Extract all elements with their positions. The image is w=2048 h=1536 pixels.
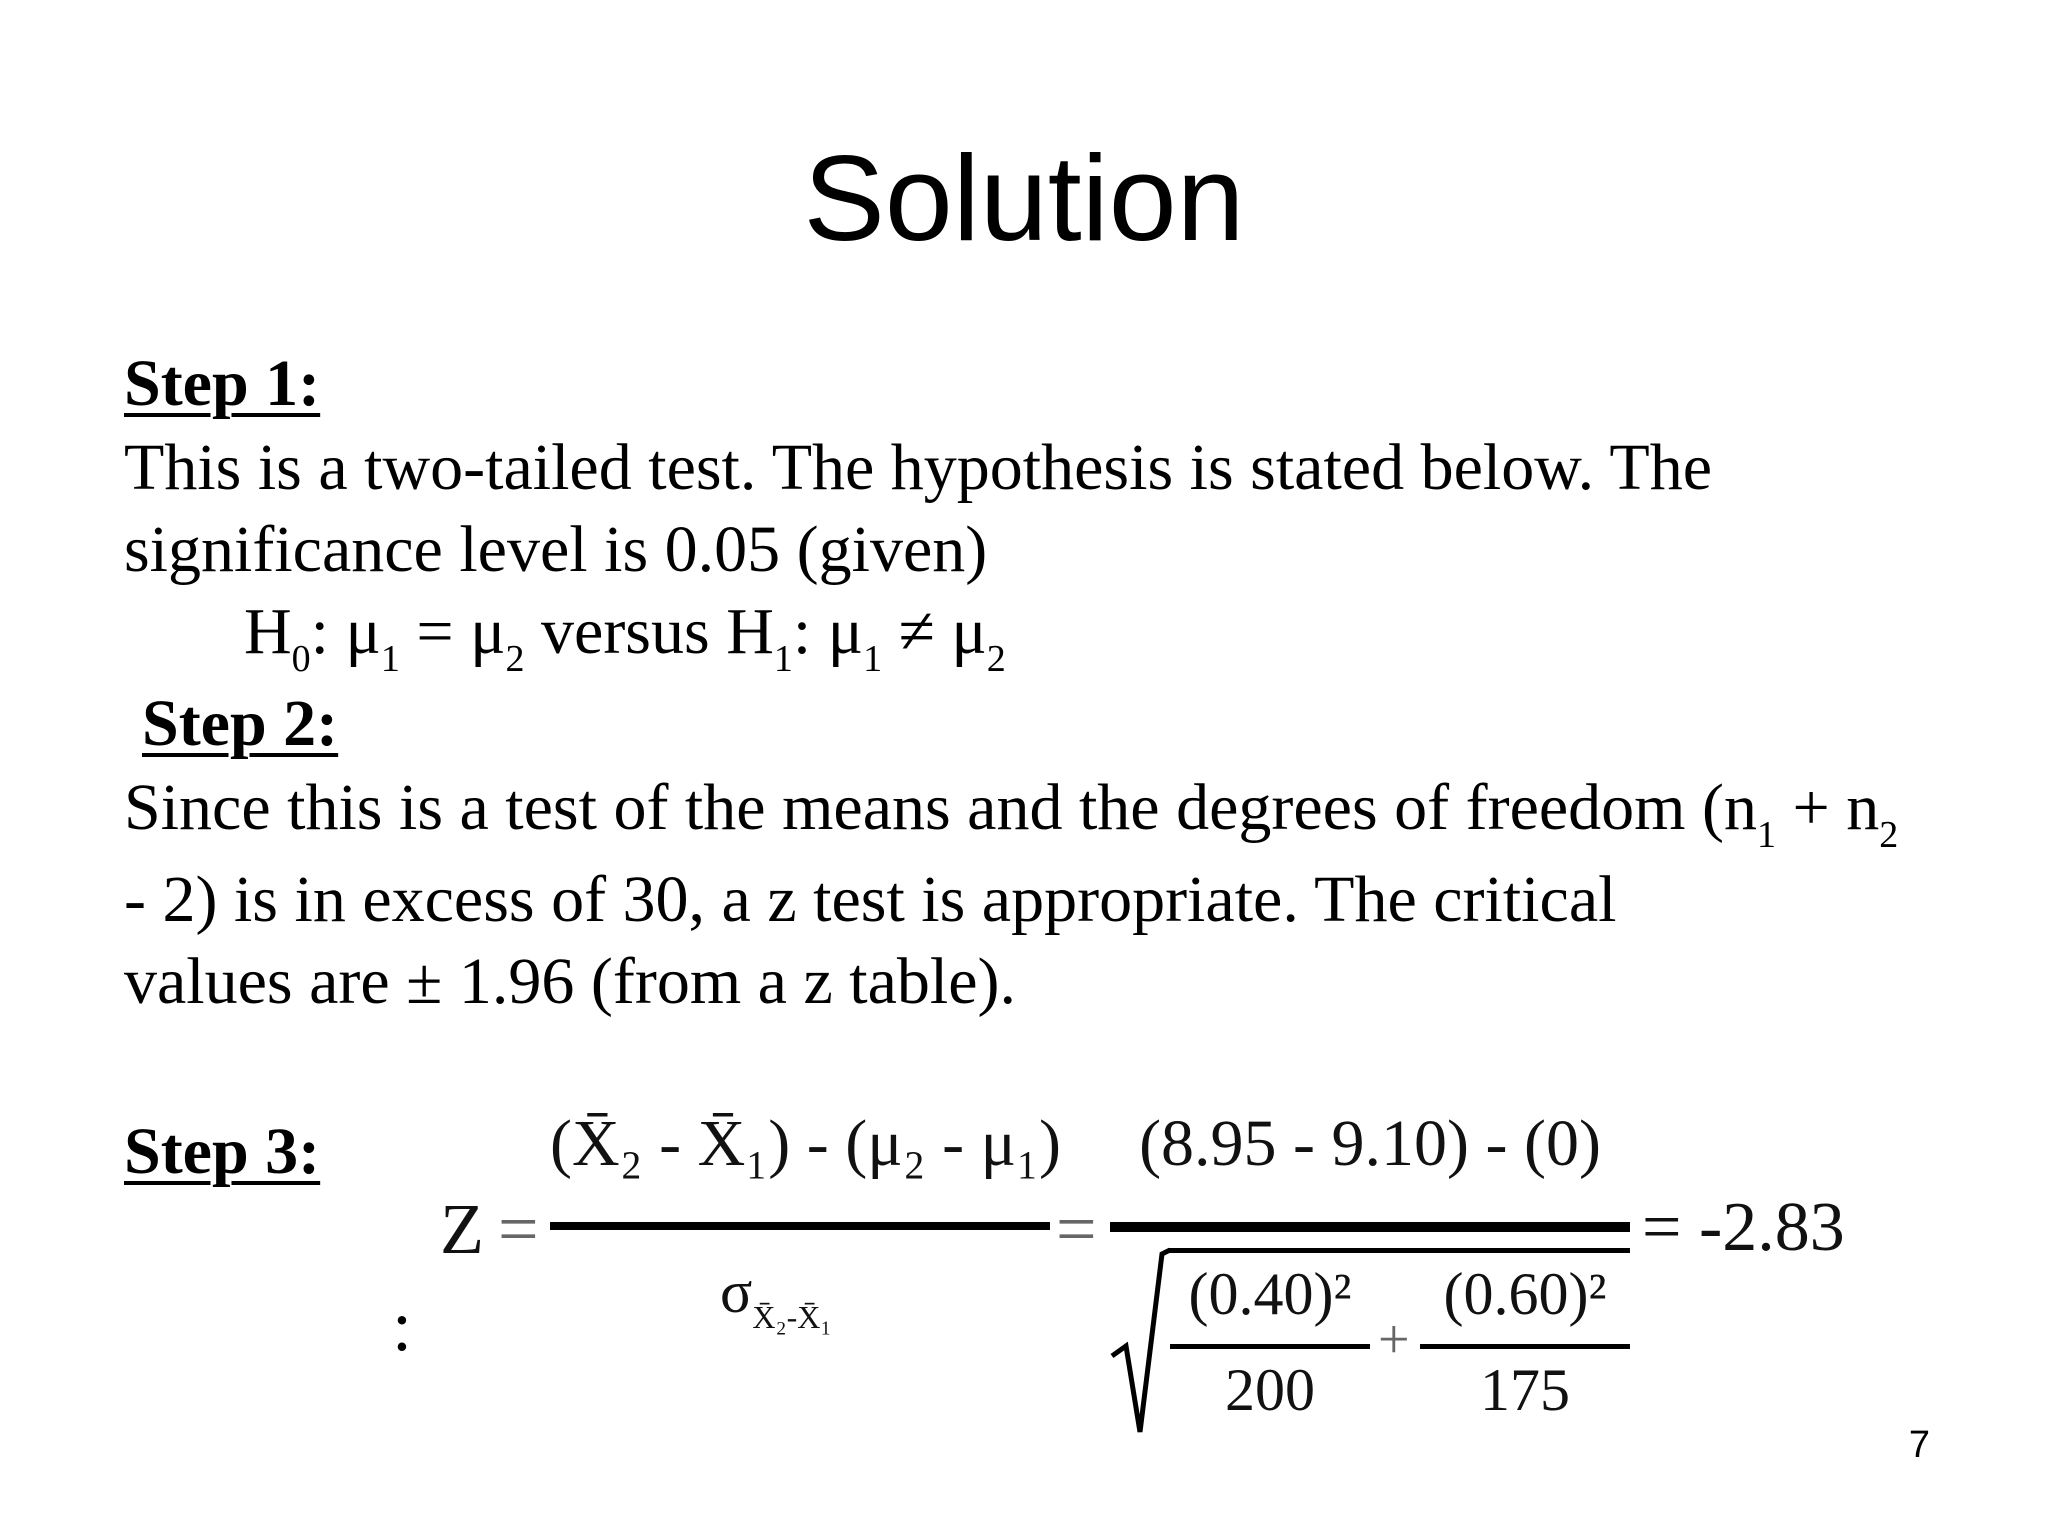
equals-sign: =: [498, 1189, 539, 1269]
term2-numerator: (0.60)²: [1443, 1261, 1607, 1327]
mu-subscript: 1: [863, 638, 883, 680]
page-number: 7: [1908, 1424, 1930, 1466]
fraction-bar: [1420, 1344, 1630, 1349]
h0-subscript: 0: [291, 638, 311, 680]
sqrt-icon: [1110, 1246, 1170, 1436]
equals-sign: =: [1056, 1189, 1097, 1269]
mu-symbol: μ: [827, 595, 864, 668]
h1-subscript: 1: [773, 638, 793, 680]
versus-text: versus: [524, 595, 727, 668]
step3-heading: Step 3:: [124, 1115, 321, 1188]
plus-n2: + n: [1775, 771, 1880, 844]
step1-line1: This is a two-tailed test. The hypothesis is stated below. The: [124, 431, 1713, 504]
equals: =: [399, 595, 471, 668]
n2-subscript: 2: [1879, 814, 1899, 856]
mu-symbol: μ: [345, 595, 381, 668]
term1-numerator: (0.40)²: [1188, 1261, 1352, 1327]
mu-subscript: 2: [986, 638, 1006, 680]
fraction-bar: [1170, 1344, 1370, 1349]
term1-denominator: 200: [1225, 1357, 1315, 1423]
numerator-symbolic: (X̄₂ - X̄₁) - (μ₂ - μ₁): [550, 1107, 1061, 1180]
hypothesis-line: [244, 592, 1006, 681]
h1-symbol: H: [726, 595, 774, 668]
sqrt-bar: [1168, 1248, 1630, 1253]
not-equal: ≠: [882, 595, 952, 668]
step1-line2: significance level is 0.05 (given): [124, 513, 988, 586]
step2-line3: values are ± 1.96 (from a z table).: [124, 945, 1016, 1018]
step1-heading: Step 1:: [124, 347, 321, 420]
mu-subscript: 1: [380, 638, 400, 680]
z-symbol: Z: [440, 1189, 484, 1269]
h0-symbol: H: [244, 595, 292, 668]
step2-line2: - 2) is in excess of 30, a z test is appropriate. The critical: [124, 863, 1617, 936]
step3-colon: :: [392, 1286, 413, 1366]
slide-title: Solution: [803, 130, 1245, 266]
plus-sign: +: [1378, 1309, 1410, 1371]
sigma-symbol: σ: [720, 1259, 753, 1325]
step2-line1: [124, 768, 1898, 857]
colon: :: [792, 595, 828, 668]
n1-subscript: 1: [1756, 814, 1776, 856]
mu-subscript: 2: [505, 638, 525, 680]
mu-symbol: μ: [951, 595, 987, 668]
colon: :: [310, 595, 346, 668]
fraction-bar: [1110, 1222, 1630, 1232]
sigma-subscript: X̄₂-X̄₁: [752, 1299, 832, 1335]
fraction-bar: [550, 1222, 1050, 1230]
term2-denominator: 175: [1480, 1357, 1570, 1423]
z-formula: [380, 1080, 1860, 1480]
step2-heading: Step 2:: [142, 687, 339, 760]
result-value: = -2.83: [1642, 1189, 1845, 1266]
sigma-denominator: [720, 1258, 832, 1335]
numerator-numeric: (8.95 - 9.10) - (0): [1139, 1107, 1601, 1180]
mu-symbol: μ: [470, 595, 506, 668]
step2-line1-text: Since this is a test of the means and the degrees of freedom (n: [124, 771, 1757, 844]
